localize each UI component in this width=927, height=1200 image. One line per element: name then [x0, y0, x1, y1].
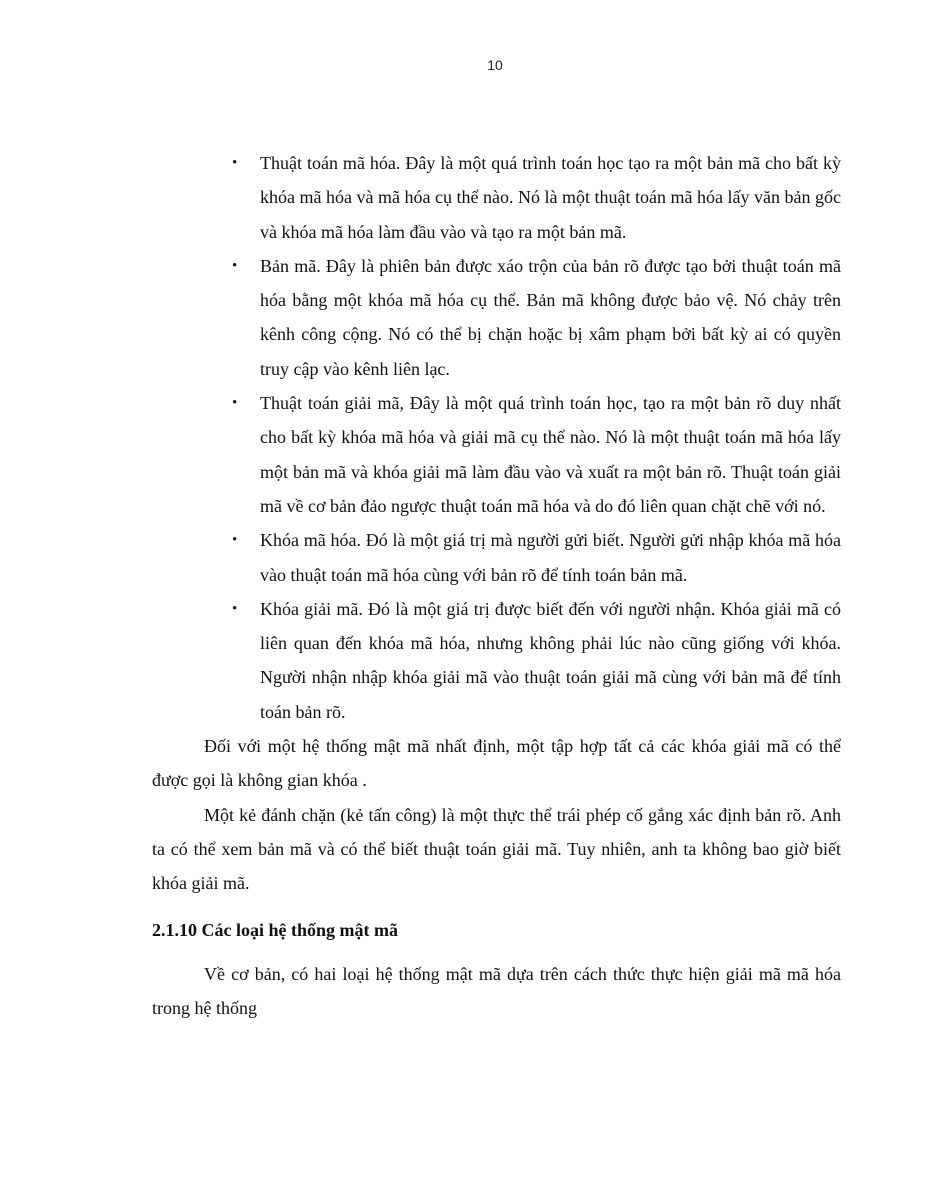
list-item [152, 249, 841, 386]
list-item-text: Khóa mã hóa. Đó là một giá trị mà người gửi biết. Người gửi nhập khóa mã hóa vào thuật toán mã hóa cùng với bản rõ để tính toán bản mã. [260, 530, 841, 585]
page-content [152, 146, 841, 1025]
body-paragraph: Một kẻ đánh chặn (kẻ tấn công) là một thực thể trái phép cố gắng xác định bản rõ. Anh ta có thể xem bản mã và có thể biết thuật toán giải mã. Tuy nhiên, anh ta không bao giờ biết khóa giải mã. [152, 804, 841, 894]
list-item-text: Thuật toán mã hóa. Đây là một quá trình toán học tạo ra một bản mã cho bất kỳ khóa mã hóa và mã hóa cụ thể nào. Nó là một thuật toán mã hóa lấy văn bản gốc và khóa mã hóa làm đầu vào và tạo ra một bản mã. [260, 153, 841, 242]
section-heading: 2.1.10 Các loại hệ thống mật mã [152, 919, 398, 940]
bullet-icon: • [232, 155, 238, 171]
list-item-text: Bản mã. Đây là phiên bản được xáo trộn của bản rõ được tạo bởi thuật toán mã hóa bằng một khóa mã hóa cụ thể. Bản mã không được bảo vệ. Nó chảy trên kênh công cộng. Nó có thể bị chặn hoặc bị xâm phạm bởi bất kỳ ai có quyền truy cập vào kênh liên lạc. [260, 255, 841, 379]
bullet-icon: • [232, 395, 238, 412]
list-item [152, 592, 841, 729]
list-item [152, 386, 841, 523]
bullet-icon: • [232, 257, 238, 274]
list-item [152, 523, 841, 592]
bullet-icon: • [232, 532, 238, 549]
list-item-text: Khóa giải mã. Đó là một giá trị được biết đến với người nhận. Khóa giải mã có liên quan đến khóa mã hóa, nhưng không phải lúc nào cũng giống với khóa. Người nhận nhập khóa giải mã vào thuật toán giải mã cùng với bản mã để tính toán bản rõ. [260, 598, 841, 722]
closing-paragraph: Về cơ bản, có hai loại hệ thống mật mã dựa trên cách thức thực hiện giải mã mã hóa trong hệ thống [152, 963, 841, 1018]
list-item [152, 146, 841, 249]
page-number: 10 [487, 57, 503, 73]
body-paragraph: Đối với một hệ thống mật mã nhất định, một tập hợp tất cả các khóa giải mã có thể được gọi là không gian khóa . [152, 736, 841, 791]
bullet-list [152, 146, 841, 729]
list-item-text: Thuật toán giải mã, Đây là một quá trình toán học, tạo ra một bản rõ duy nhất cho bất kỳ khóa mã hóa và giải mã cụ thể nào. Nó là một thuật toán mã hóa lấy một bản mã và khóa giải mã làm đầu vào và xuất ra một bản rõ. Thuật toán giải mã về cơ bản đảo ngược thuật toán mã hóa và do đó liên quan chặt chẽ với nó. [260, 393, 841, 516]
bullet-icon: • [232, 600, 238, 617]
